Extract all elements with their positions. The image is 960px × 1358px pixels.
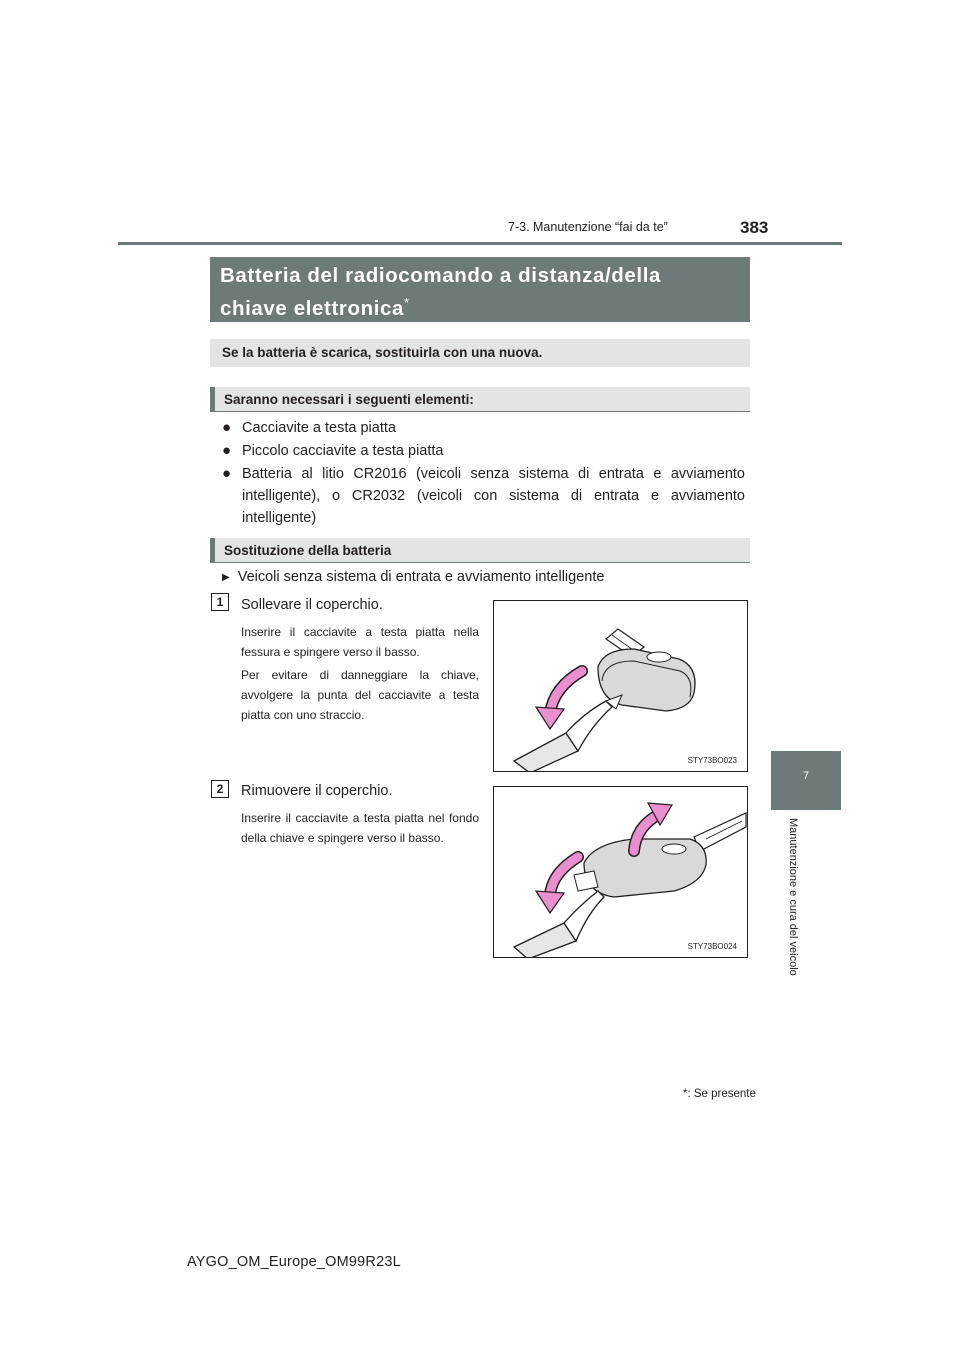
lead-text: Se la batteria è scarica, sostituirla con una nuova. — [210, 339, 750, 367]
items-list — [222, 417, 745, 530]
step-title: Sollevare il coperchio. — [241, 597, 383, 613]
figure-code: STY73BO023 — [687, 756, 737, 765]
page-title-line1: Batteria del radiocomando a distanza/della — [220, 264, 662, 287]
key-cover-removal-illustration — [494, 787, 747, 957]
items-heading: Saranno necessari i seguenti elementi: — [210, 387, 750, 412]
optional-marker: * — [404, 295, 410, 310]
replacement-heading: Sostituzione della batteria — [210, 538, 750, 563]
chapter-title: Manutenzione e cura del veicolo — [787, 818, 799, 976]
step-note: Inserire il cacciavite a testa piatta nel fondo della chiave e spingere verso il basso. — [241, 811, 479, 845]
footnote-text: : Se presente — [687, 1088, 756, 1100]
chapter-number: 7 — [802, 770, 810, 782]
step-note: Inserire il cacciavite a testa piatta nella fessura e spingere verso il basso. — [241, 625, 479, 659]
header-rule — [118, 242, 842, 245]
page-number: 383 — [740, 218, 769, 237]
figure-lift-cover — [493, 600, 748, 772]
step-note: Per evitare di danneggiare la chiave, avvolgere la punta del cacciavite a testa piatta con uno straccio. — [241, 668, 479, 722]
asterisk-icon: * — [683, 1088, 688, 1100]
chapter-tab — [771, 751, 841, 810]
section-header: 7-3. Manutenzione “fai da te” — [508, 220, 668, 234]
vehicle-type-line — [222, 569, 604, 585]
list-item: ● Batteria al litio CR2016 (veicoli senza sistema di entrata e avviamento intelligente), o CR2032 (veicoli con sistema di entrata e avviamento intelligente) — [222, 463, 745, 529]
vehicle-type-text: Veicoli senza sistema di entrata e avviamento intelligente — [237, 569, 605, 585]
figure-remove-cover — [493, 786, 748, 958]
page-title-line2: chiave elettronica — [220, 296, 404, 320]
key-screwdriver-illustration — [494, 601, 747, 771]
step-number-badge: 1 — [211, 593, 229, 611]
triangle-right-icon: ▶ — [222, 572, 230, 583]
list-item: ● Piccolo cacciavite a testa piatta — [222, 440, 745, 462]
document-code: AYGO_OM_Europe_OM99R23L — [187, 1254, 401, 1270]
step-title: Rimuovere il coperchio. — [241, 783, 393, 799]
step-number-badge: 2 — [211, 780, 229, 798]
list-item: ● Cacciavite a testa piatta — [222, 417, 745, 439]
page-title — [210, 257, 750, 322]
figure-code: STY73BO024 — [687, 942, 737, 951]
footnote — [683, 1088, 756, 1100]
